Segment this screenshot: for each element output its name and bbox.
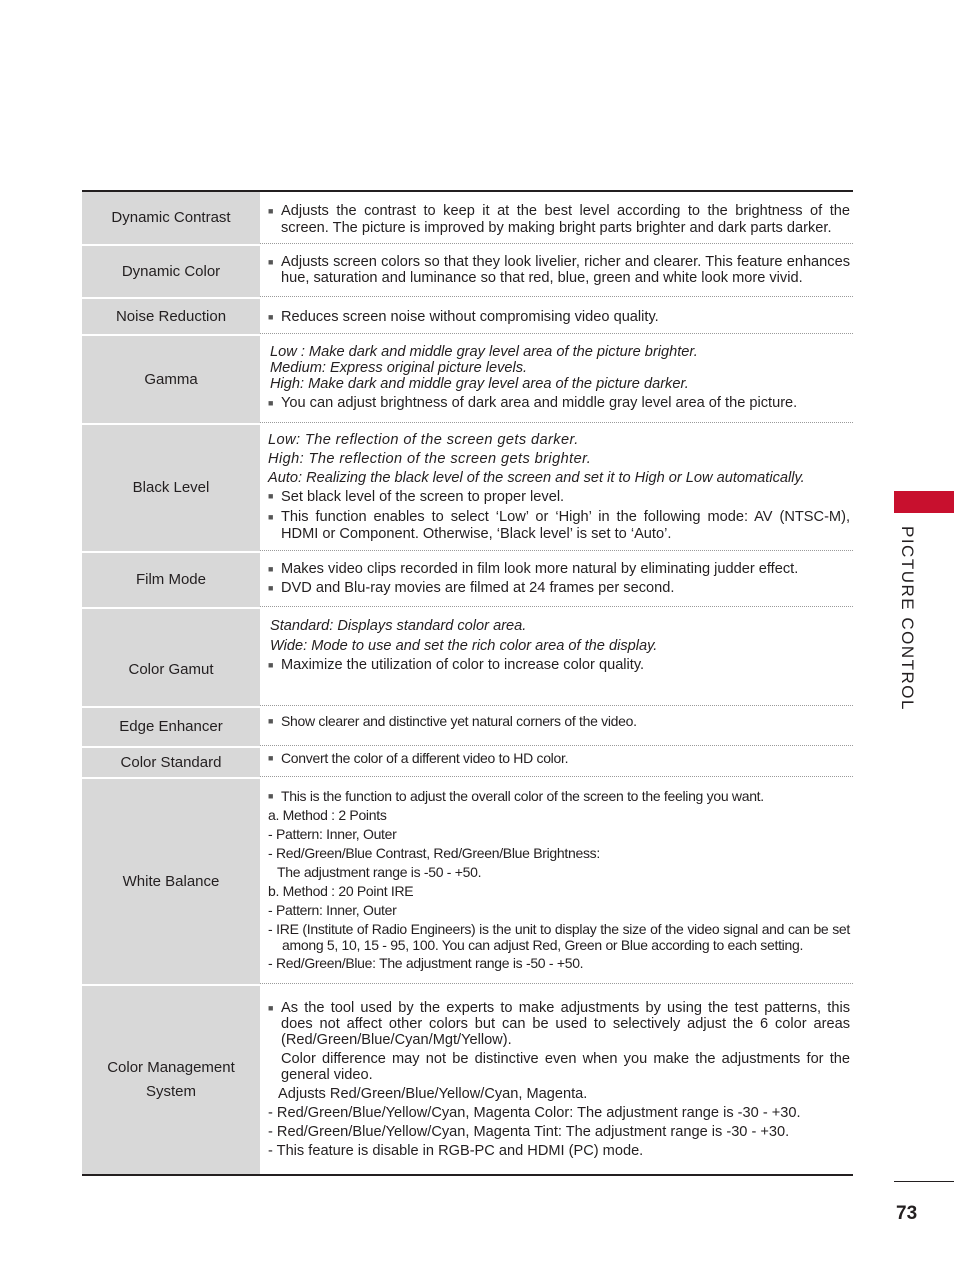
bullet-item: ■ Reduces screen noise without compromising video quality. bbox=[268, 308, 659, 325]
tint-range-text: - Red/Green/Blue/Yellow/Cyan, Magenta Tint: The adjustment range is -30 - +30. bbox=[268, 1123, 790, 1140]
bullet-item: ■ Show clearer and distinctive yet natural corners of the video. bbox=[268, 713, 637, 729]
bullet-square-icon: ■ bbox=[268, 512, 274, 522]
row-label: Dynamic Contrast bbox=[82, 192, 260, 244]
bullet-item: ■ This is the function to adjust the overall color of the screen to the feeling you want. bbox=[268, 788, 764, 804]
row-description bbox=[260, 423, 853, 551]
pattern-text: - Pattern: Inner, Outer bbox=[268, 902, 397, 918]
table-row bbox=[82, 706, 853, 746]
row-description bbox=[260, 192, 853, 244]
row-label: Film Mode bbox=[82, 551, 260, 607]
page-number: 73 bbox=[896, 1203, 918, 1224]
color-range-text: - Red/Green/Blue/Yellow/Cyan, Magenta Color: The adjustment range is -30 - +30. bbox=[268, 1104, 801, 1121]
label-line: System bbox=[145, 1083, 196, 1100]
page-number-rule bbox=[894, 1181, 954, 1182]
gamut-wide-text: Wide: Mode to use and set the rich color area of the display. bbox=[270, 638, 658, 654]
bullet-item: ■ You can adjust brightness of dark area and middle gray level area of the picture. bbox=[268, 395, 798, 412]
bullet-square-icon: ■ bbox=[268, 582, 274, 593]
row-label: Gamma bbox=[82, 334, 260, 423]
row-label: Edge Enhancer bbox=[82, 706, 260, 746]
settings-table bbox=[82, 190, 853, 1176]
row-description bbox=[260, 746, 853, 777]
bullet-item: ■ Adjusts screen colors so that they look livelier, richer and clearer. This feature enhances hue, saturation and luminance so that red, blue, green and white look more vivid. bbox=[268, 253, 850, 286]
table-row bbox=[82, 423, 853, 551]
table-row bbox=[82, 984, 853, 1174]
bullet-item: ■ Convert the color of a different video to HD color. bbox=[268, 750, 569, 766]
gamma-low-text: Low : Make dark and middle gray level area of the picture brighter. bbox=[270, 344, 698, 361]
row-description bbox=[260, 551, 853, 607]
row-label bbox=[82, 984, 260, 1174]
table-row bbox=[82, 334, 853, 423]
bullet-item: ■ Makes video clips recorded in film look more natural by eliminating judder effect. bbox=[268, 560, 799, 577]
bullet-square-icon: ■ bbox=[268, 256, 274, 267]
row-description bbox=[260, 607, 853, 706]
bullet-square-icon: ■ bbox=[268, 311, 274, 322]
gamut-standard-text: Standard: Displays standard color area. bbox=[270, 618, 527, 634]
black-level-auto-text: Auto: Realizing the black level of the screen and set it to High or Low automatically. bbox=[268, 470, 805, 486]
bullet-square-icon: ■ bbox=[268, 491, 274, 501]
color-difference-text: Color difference may not be distinctive even when you make the adjustments for the general video. bbox=[281, 1050, 850, 1083]
row-description bbox=[260, 706, 853, 746]
row-label: White Balance bbox=[82, 777, 260, 984]
row-description bbox=[260, 244, 853, 297]
bullet-square-icon: ■ bbox=[268, 1002, 274, 1013]
bullet-item: ■ Set black level of the screen to proper level. bbox=[268, 489, 565, 505]
method-b-text: b. Method : 20 Point IRE bbox=[268, 883, 414, 899]
table-row bbox=[82, 551, 853, 607]
range-text: The adjustment range is -50 - +50. bbox=[277, 864, 482, 880]
disable-note-text: - This feature is disable in RGB-PC and HDMI (PC) mode. bbox=[268, 1142, 644, 1159]
contrast-brightness-text: - Red/Green/Blue Contrast, Red/Green/Blue Brightness: bbox=[268, 845, 600, 861]
bullet-square-icon: ■ bbox=[268, 716, 274, 726]
bullet-square-icon: ■ bbox=[268, 791, 274, 801]
black-level-low-text: Low: The reflection of the screen gets darker. bbox=[268, 432, 579, 448]
adjusts-text: Adjusts Red/Green/Blue/Yellow/Cyan, Magenta. bbox=[278, 1085, 588, 1102]
bullet-square-icon: ■ bbox=[268, 660, 274, 670]
bullet-square-icon: ■ bbox=[268, 563, 274, 574]
table-row bbox=[82, 244, 853, 297]
bullet-square-icon: ■ bbox=[268, 753, 274, 763]
rgb-range-text: - Red/Green/Blue: The adjustment range is -50 - +50. bbox=[268, 955, 584, 971]
row-description bbox=[260, 297, 853, 334]
ire-text: - IRE (Institute of Radio Engineers) is the unit to display the size of the video signal and can be set among 5, 10, 15 - 95, 100. You can adjust Red, Green or Blue according to each setting. bbox=[268, 921, 850, 953]
bullet-item: ■ This function enables to select ‘Low’ or ‘High’ in the following mode: AV (NTSC-M), HDMI or Component. Otherwise, ‘Black level’ is set to ‘Auto’. bbox=[268, 509, 850, 542]
section-tab-marker bbox=[894, 491, 954, 513]
table-row bbox=[82, 777, 853, 984]
bullet-item: ■ Adjusts the contrast to keep it at the best level according to the brightness of the screen. The picture is improved by making bright parts brighter and dark parts darker. bbox=[268, 203, 850, 236]
row-label: Dynamic Color bbox=[82, 244, 260, 297]
bullet-item: ■ Maximize the utilization of color to increase color quality. bbox=[268, 657, 645, 673]
section-title: PICTURE CONTROL bbox=[898, 526, 917, 711]
row-label: Noise Reduction bbox=[82, 297, 260, 334]
pattern-text: - Pattern: Inner, Outer bbox=[268, 826, 397, 842]
black-level-high-text: High: The reflection of the screen gets brighter. bbox=[268, 451, 592, 467]
label-line: Color Management bbox=[107, 1059, 235, 1076]
bullet-square-icon: ■ bbox=[268, 206, 274, 216]
table-row bbox=[82, 297, 853, 334]
table-row bbox=[82, 192, 853, 244]
bullet-item: ■ DVD and Blu-ray movies are filmed at 24 frames per second. bbox=[268, 579, 675, 596]
row-description bbox=[260, 334, 853, 423]
row-label: Black Level bbox=[82, 423, 260, 551]
table-row bbox=[82, 746, 853, 777]
bullet-item: ■ As the tool used by the experts to make adjustments by using the test patterns, this does not affect other colors but can be used to selectively adjust the 6 color areas (Red/Green/Blue/Cyan/Mgt/Yellow). bbox=[268, 999, 850, 1048]
row-description bbox=[260, 777, 853, 984]
gamma-medium-text: Medium: Express original picture levels. bbox=[270, 360, 528, 377]
row-label: Color Standard bbox=[82, 746, 260, 777]
method-a-text: a. Method : 2 Points bbox=[268, 807, 387, 823]
gamma-high-text: High: Make dark and middle gray level area of the picture darker. bbox=[270, 376, 689, 393]
row-description bbox=[260, 984, 853, 1174]
bullet-square-icon: ■ bbox=[268, 398, 274, 409]
table-row bbox=[82, 607, 853, 706]
row-label: Color Gamut bbox=[82, 607, 260, 706]
